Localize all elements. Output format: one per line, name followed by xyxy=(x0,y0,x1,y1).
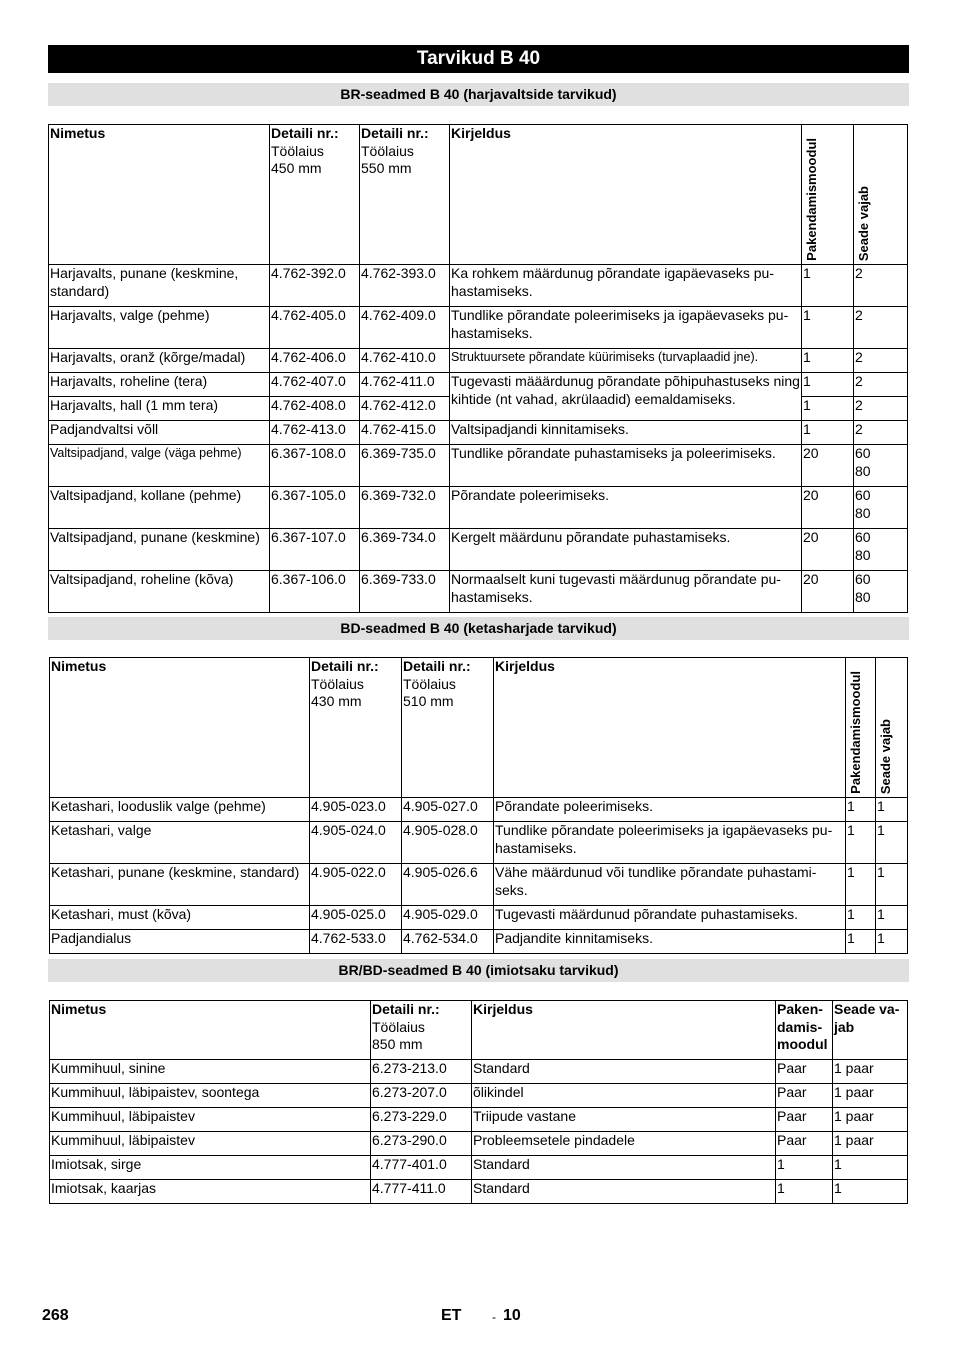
page-number: 268 xyxy=(42,1307,69,1324)
cell-packaging-unit: 1 xyxy=(802,265,854,307)
header-device-needs: Seade vajab xyxy=(876,658,908,798)
header-description: Kirjeldus xyxy=(494,658,846,798)
cell-packaging-unit: 1 xyxy=(846,798,876,822)
cell-packaging-unit: 1 xyxy=(846,906,876,930)
cell-description: Valtsipadjandi kinnitamiseks. xyxy=(450,421,802,445)
table-row xyxy=(50,1108,908,1132)
cell-description: Tundlike põrandate puhastamiseks ja poleerimiseks. xyxy=(450,445,802,487)
cell-description: Tugevasti määrdunud põrandate puhastamiseks. xyxy=(494,906,846,930)
cell-part-550: 6.369-734.0 xyxy=(360,529,450,571)
section-heading-br: BR-seadmed B 40 (harjavaltside tarvikud) xyxy=(48,83,909,106)
cell-device-needs: 2 xyxy=(854,265,908,307)
cell-description: Triipude vastane xyxy=(472,1108,776,1132)
table-row xyxy=(50,1084,908,1108)
table-header-row xyxy=(50,658,908,798)
header-description: Kirjeldus xyxy=(472,1001,776,1060)
cell-description: Põrandate poleerimiseks. xyxy=(450,487,802,529)
table-header-row xyxy=(49,125,908,265)
table-row xyxy=(50,1180,908,1204)
header-device-needs: Seade vajab xyxy=(854,125,908,265)
cell-description: Padjandite kinnitamiseks. xyxy=(494,930,846,954)
cell-description: Ka rohkem määrdunug põrandate igapäevaseks pu-hastamiseks. xyxy=(450,265,802,307)
header-device-needs: Seade va- jab xyxy=(833,1001,908,1060)
header-name: Nimetus xyxy=(50,658,310,798)
table-row xyxy=(49,529,908,571)
cell-part-850: 6.273-229.0 xyxy=(371,1108,472,1132)
cell-name: Kummihuul, läbipaistev xyxy=(50,1108,371,1132)
cell-name: Ketashari, punane (keskmine, standard) xyxy=(50,864,310,906)
header-packaging-unit: Paken- damis- moodul xyxy=(776,1001,833,1060)
cell-device-needs: 1 paar xyxy=(833,1060,908,1084)
brbd-squeegee-table xyxy=(49,1000,908,1204)
cell-part-510: 4.905-026.6 xyxy=(402,864,494,906)
cell-device-needs: 2 xyxy=(854,397,908,421)
cell-part-850: 4.777-411.0 xyxy=(371,1180,472,1204)
cell-packaging-unit: 1 xyxy=(802,349,854,373)
cell-packaging-unit: 1 xyxy=(802,307,854,349)
cell-name: Harjavalts, hall (1 mm tera) xyxy=(49,397,270,421)
table-row xyxy=(50,906,908,930)
cell-description: Probleemsetele pindadele xyxy=(472,1132,776,1156)
cell-part-450: 4.762-406.0 xyxy=(270,349,360,373)
cell-name: Ketashari, valge xyxy=(50,822,310,864)
cell-device-needs: 2 xyxy=(854,349,908,373)
section-heading-brbd: BR/BD-seadmed B 40 (imiotsaku tarvikud) xyxy=(48,959,909,982)
cell-device-needs: 2 xyxy=(854,421,908,445)
cell-device-needs: 2 xyxy=(854,307,908,349)
cell-name: Harjavalts, oranž (kõrge/madal) xyxy=(49,349,270,373)
header-part-450: Detaili nr.: Töölaius 450 mm xyxy=(270,125,360,265)
cell-name: Harjavalts, punane (keskmine, standard) xyxy=(49,265,270,307)
cell-description: Tundlike põrandate poleerimiseks ja igapäevaseks pu-hastamiseks. xyxy=(494,822,846,864)
cell-packaging-unit: 1 xyxy=(802,421,854,445)
cell-part-430: 4.762-533.0 xyxy=(310,930,402,954)
table-row xyxy=(49,445,908,487)
cell-description: Kergelt määrdunu põrandate puhastamiseks. xyxy=(450,529,802,571)
cell-name: Imiotsak, sirge xyxy=(50,1156,371,1180)
cell-packaging-unit: 1 xyxy=(776,1180,833,1204)
cell-part-430: 4.905-023.0 xyxy=(310,798,402,822)
cell-packaging-unit: Paar xyxy=(776,1084,833,1108)
cell-packaging-unit: 1 xyxy=(846,822,876,864)
cell-part-550: 6.369-732.0 xyxy=(360,487,450,529)
cell-part-550: 6.369-735.0 xyxy=(360,445,450,487)
header-packaging-unit: Pakendamismoodul xyxy=(846,658,876,798)
cell-part-850: 6.273-290.0 xyxy=(371,1132,472,1156)
cell-device-needs: 1 xyxy=(833,1180,908,1204)
cell-device-needs: 1 xyxy=(833,1156,908,1180)
cell-packaging-unit: 20 xyxy=(802,487,854,529)
table-row xyxy=(49,349,908,373)
table-row xyxy=(49,373,908,397)
cell-name: Valtsipadjand, valge (väga pehme) xyxy=(49,445,270,487)
cell-part-450: 6.367-108.0 xyxy=(270,445,360,487)
cell-packaging-unit: 20 xyxy=(802,445,854,487)
header-part-510: Detaili nr.: Töölaius 510 mm xyxy=(402,658,494,798)
cell-part-430: 4.905-022.0 xyxy=(310,864,402,906)
table-row xyxy=(50,822,908,864)
cell-device-needs: 1 xyxy=(876,930,908,954)
cell-part-450: 6.367-105.0 xyxy=(270,487,360,529)
cell-name: Valtsipadjand, roheline (kõva) xyxy=(49,571,270,613)
table-row xyxy=(50,1132,908,1156)
cell-device-needs: 60 80 xyxy=(854,571,908,613)
cell-description: Standard xyxy=(472,1156,776,1180)
cell-part-550: 4.762-412.0 xyxy=(360,397,450,421)
cell-device-needs: 1 xyxy=(876,906,908,930)
cell-device-needs: 1 xyxy=(876,822,908,864)
table-row xyxy=(49,265,908,307)
cell-device-needs: 1 xyxy=(876,798,908,822)
cell-name: Kummihuul, sinine xyxy=(50,1060,371,1084)
table-row xyxy=(49,421,908,445)
table-row xyxy=(50,1060,908,1084)
header-part-850: Detaili nr.: Töölaius 850 mm xyxy=(371,1001,472,1060)
table-row xyxy=(50,798,908,822)
sub-page-number: 10 xyxy=(503,1307,521,1324)
bd-accessories-table xyxy=(49,657,908,954)
cell-part-450: 4.762-405.0 xyxy=(270,307,360,349)
cell-name: Harjavalts, valge (pehme) xyxy=(49,307,270,349)
cell-description: Struktuursete põrandate küürimiseks (turvaplaadid jne). xyxy=(450,349,802,373)
table-row xyxy=(49,307,908,349)
cell-packaging-unit: Paar xyxy=(776,1108,833,1132)
table-row xyxy=(50,1156,908,1180)
section-heading-bd: BD-seadmed B 40 (ketasharjade tarvikud) xyxy=(48,617,909,640)
cell-packaging-unit: 1 xyxy=(776,1156,833,1180)
cell-part-550: 4.762-409.0 xyxy=(360,307,450,349)
cell-description: õlikindel xyxy=(472,1084,776,1108)
cell-name: Ketashari, must (kõva) xyxy=(50,906,310,930)
cell-part-450: 6.367-106.0 xyxy=(270,571,360,613)
cell-part-850: 6.273-207.0 xyxy=(371,1084,472,1108)
cell-packaging-unit: 1 xyxy=(802,373,854,397)
table-row xyxy=(49,571,908,613)
page-title: Tarvikud B 40 xyxy=(48,45,909,73)
cell-name: Ketashari, looduslik valge (pehme) xyxy=(50,798,310,822)
cell-description: Tugevasti määärdunug põrandate põhipuhastuseks ning kihtide (nt vahad, akrülaadid) eemaldamiseks. xyxy=(450,373,802,421)
header-part-550: Detaili nr.: Töölaius 550 mm xyxy=(360,125,450,265)
header-name: Nimetus xyxy=(49,125,270,265)
cell-device-needs: 1 paar xyxy=(833,1108,908,1132)
table-row xyxy=(49,487,908,529)
cell-device-needs: 60 80 xyxy=(854,529,908,571)
cell-name: Padjandvaltsi võll xyxy=(49,421,270,445)
cell-part-430: 4.905-024.0 xyxy=(310,822,402,864)
cell-description: Standard xyxy=(472,1060,776,1084)
header-packaging-unit: Pakendamismoodul xyxy=(802,125,854,265)
cell-part-850: 4.777-401.0 xyxy=(371,1156,472,1180)
header-part-430: Detaili nr.: Töölaius 430 mm xyxy=(310,658,402,798)
cell-part-550: 4.762-393.0 xyxy=(360,265,450,307)
cell-description: Vähe määrdunud või tundlike põrandate puhastami-seks. xyxy=(494,864,846,906)
table-row xyxy=(50,864,908,906)
cell-part-450: 4.762-407.0 xyxy=(270,373,360,397)
header-name: Nimetus xyxy=(50,1001,371,1060)
cell-name: Valtsipadjand, punane (keskmine) xyxy=(49,529,270,571)
table-header-row xyxy=(50,1001,908,1060)
cell-part-450: 4.762-413.0 xyxy=(270,421,360,445)
cell-part-450: 4.762-408.0 xyxy=(270,397,360,421)
table-row xyxy=(50,930,908,954)
cell-part-550: 6.369-733.0 xyxy=(360,571,450,613)
cell-packaging-unit: 1 xyxy=(802,397,854,421)
language-code: ET xyxy=(441,1307,462,1324)
header-description: Kirjeldus xyxy=(450,125,802,265)
cell-part-450: 4.762-392.0 xyxy=(270,265,360,307)
cell-packaging-unit: Paar xyxy=(776,1060,833,1084)
cell-part-510: 4.905-028.0 xyxy=(402,822,494,864)
cell-part-550: 4.762-415.0 xyxy=(360,421,450,445)
cell-packaging-unit: 1 xyxy=(846,930,876,954)
cell-device-needs: 1 xyxy=(876,864,908,906)
cell-description: Tundlike põrandate poleerimiseks ja igapäevaseks pu-hastamiseks. xyxy=(450,307,802,349)
cell-description: Standard xyxy=(472,1180,776,1204)
cell-part-510: 4.905-029.0 xyxy=(402,906,494,930)
cell-name: Harjavalts, roheline (tera) xyxy=(49,373,270,397)
cell-name: Kummihuul, läbipaistev, soontega xyxy=(50,1084,371,1108)
cell-packaging-unit: 20 xyxy=(802,571,854,613)
cell-part-550: 4.762-410.0 xyxy=(360,349,450,373)
cell-device-needs: 1 paar xyxy=(833,1084,908,1108)
cell-description: Põrandate poleerimiseks. xyxy=(494,798,846,822)
cell-name: Valtsipadjand, kollane (pehme) xyxy=(49,487,270,529)
cell-device-needs: 60 80 xyxy=(854,445,908,487)
cell-part-510: 4.905-027.0 xyxy=(402,798,494,822)
cell-part-850: 6.273-213.0 xyxy=(371,1060,472,1084)
cell-part-450: 6.367-107.0 xyxy=(270,529,360,571)
cell-device-needs: 60 80 xyxy=(854,487,908,529)
cell-name: Padjandialus xyxy=(50,930,310,954)
footer-separator: - xyxy=(492,1310,496,1324)
cell-packaging-unit: Paar xyxy=(776,1132,833,1156)
cell-part-510: 4.762-534.0 xyxy=(402,930,494,954)
cell-description: Normaalselt kuni tugevasti määrdunug põrandate pu-hastamiseks. xyxy=(450,571,802,613)
cell-device-needs: 2 xyxy=(854,373,908,397)
cell-device-needs: 1 paar xyxy=(833,1132,908,1156)
cell-packaging-unit: 20 xyxy=(802,529,854,571)
cell-part-550: 4.762-411.0 xyxy=(360,373,450,397)
cell-part-430: 4.905-025.0 xyxy=(310,906,402,930)
br-accessories-table xyxy=(48,124,908,613)
cell-name: Imiotsak, kaarjas xyxy=(50,1180,371,1204)
cell-name: Kummihuul, läbipaistev xyxy=(50,1132,371,1156)
cell-packaging-unit: 1 xyxy=(846,864,876,906)
